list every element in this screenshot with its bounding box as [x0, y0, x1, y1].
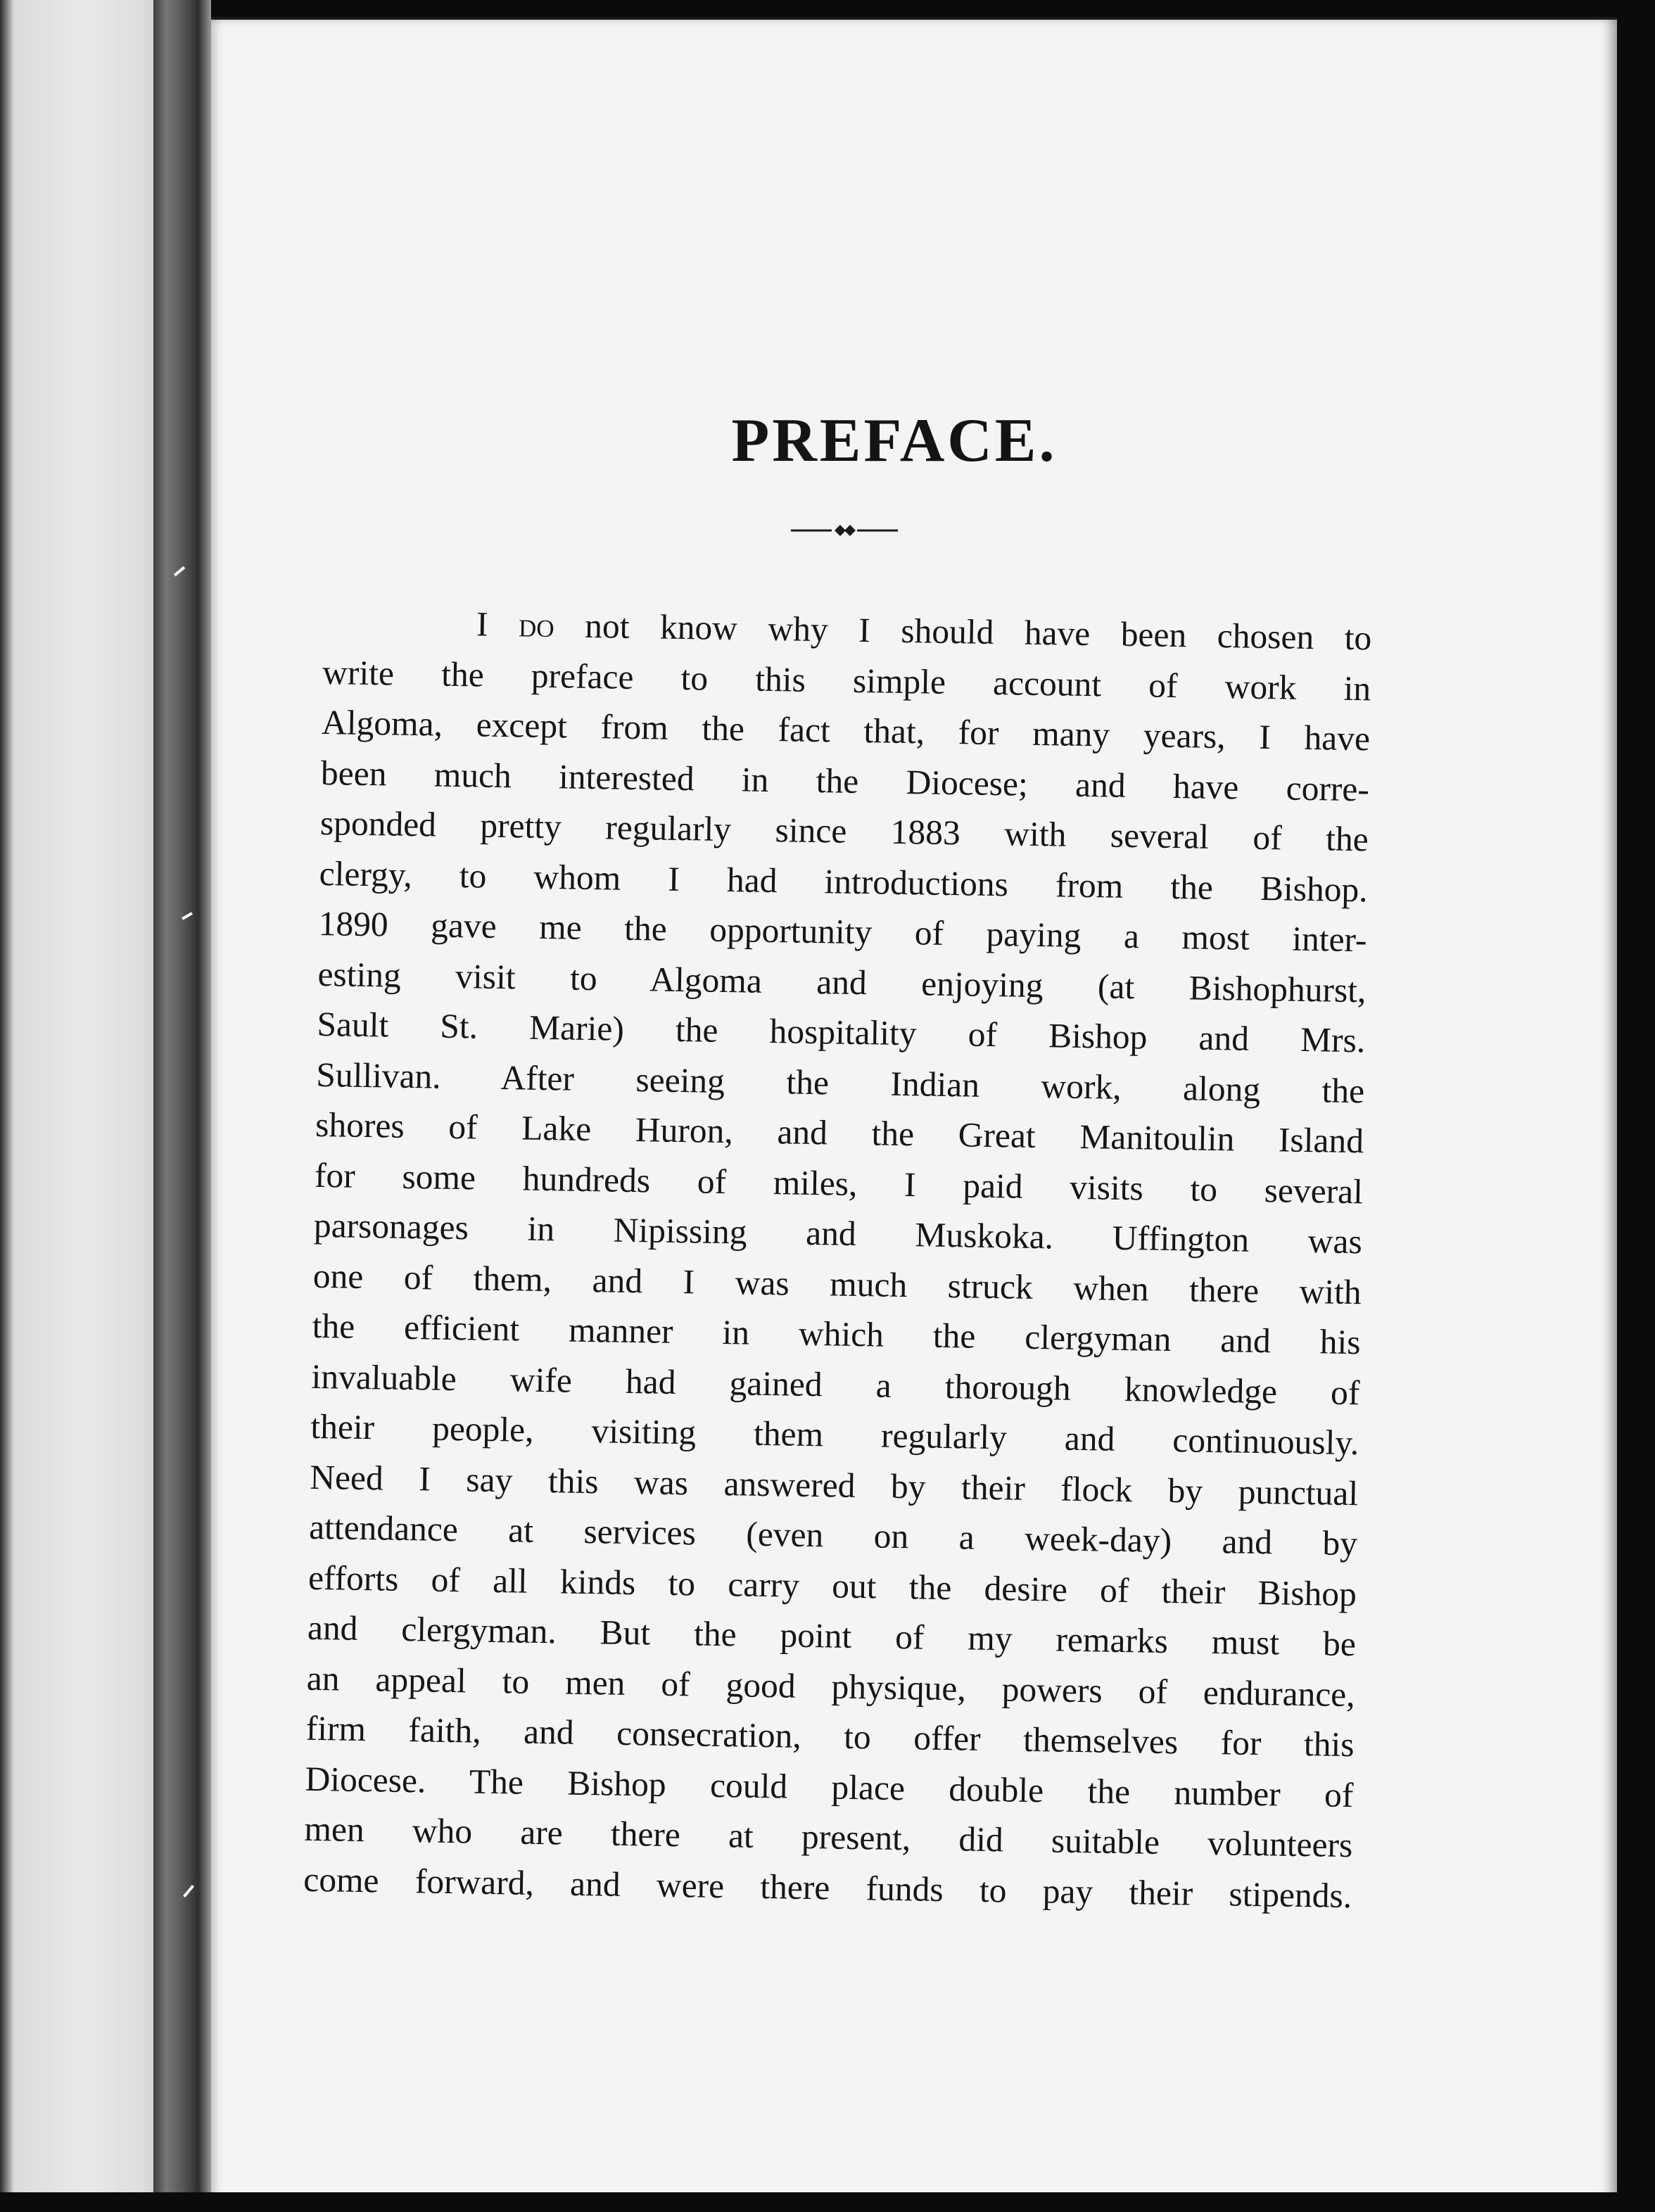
text-line: the efficient manner in which the clergyman and his [312, 1306, 1361, 1362]
text-line: 1890 gave me the opportunity of paying a most inter- [318, 903, 1367, 960]
text-line: Diocese. The Bishop could place double the number of [305, 1759, 1354, 1814]
text-line: esting visit to Algoma and enjoying (at Bishophurst, [317, 954, 1367, 1010]
previous-leaf-edge [0, 0, 163, 2212]
text-line: sponded pretty regularly since 1883 with several of the [319, 803, 1369, 859]
text-line: Sullivan. After seeing the Indian work, along the [315, 1055, 1365, 1110]
book-binding-gutter [153, 0, 211, 2212]
text-line: Need I say this was answered by their flock by punctual [309, 1457, 1359, 1513]
text-line: for some hundreds of miles, I paid visits to several [314, 1155, 1364, 1211]
text-line: Sault St. Marie) the hospitality of Bishop and Mrs. [317, 1004, 1366, 1060]
text-line: shores of Lake Huron, and the Great Manitoulin Island [315, 1105, 1364, 1161]
text-line: efforts of all kinds to carry out the desire of their Bishop [307, 1558, 1357, 1613]
text-line: their people, visiting them regularly and continuously. [310, 1406, 1359, 1463]
page-title: PREFACE. [731, 407, 1058, 475]
double-diamond-rule-icon [788, 516, 901, 545]
text-line: an appeal to men of good physique, powers of endurance, [306, 1658, 1356, 1714]
text-line: parsonages in Nipissing and Muskoka. Uffington was [313, 1205, 1363, 1261]
text-line: Algoma, except from the fact that, for many years, I have [321, 702, 1371, 758]
text-line: and clergyman. But the point of my remarks must be [307, 1608, 1357, 1664]
text-line: been much interested in the Diocese; and have corre- [320, 753, 1370, 808]
text-line: clergy, to whom I had introductions from the Bishop. [319, 853, 1369, 909]
scan-bottom-edge [0, 2192, 1655, 2212]
text-line: I do not know why I should have been chosen to [323, 602, 1372, 658]
preface-body-text [303, 597, 1372, 1921]
text-line: one of them, and I was much struck when there with [312, 1256, 1362, 1311]
text-line: firm faith, and consecration, to offer themselves for this [305, 1708, 1355, 1765]
text-line: attendance at services (even on a week-day) and by [308, 1507, 1358, 1563]
text-line: write the preface to this simple account of work in [322, 652, 1371, 708]
text-line: invaluable wife had gained a thorough knowledge of [311, 1356, 1360, 1412]
text-line: men who are there at present, did suitable volunteers [304, 1809, 1353, 1865]
book-page [211, 17, 1617, 2201]
text-line: come forward, and were there funds to pay their stipends. [303, 1860, 1352, 1915]
